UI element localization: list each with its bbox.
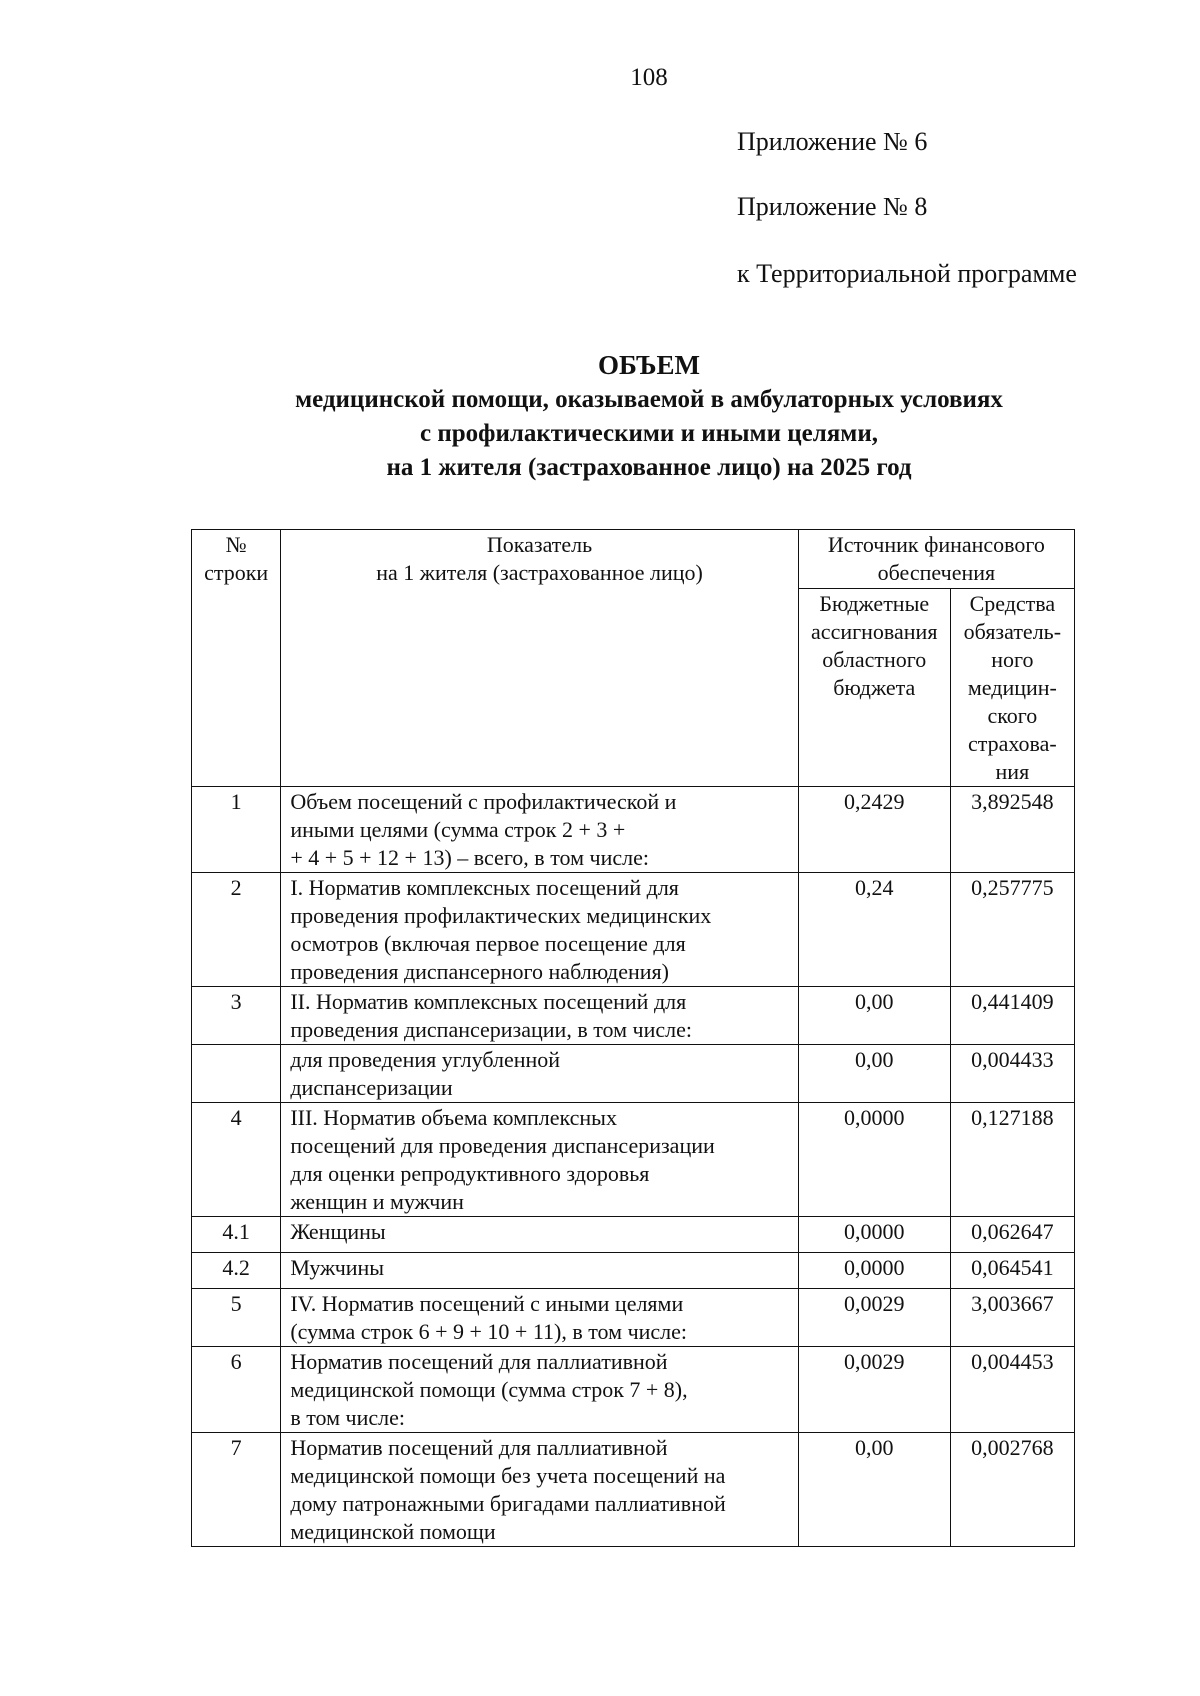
header-indicator: Показатель на 1 жителя (застрахованное лицо) [281,530,798,787]
row-oms-value: 3,892548 [950,787,1074,873]
table-row [192,787,1075,873]
row-indicator: для проведения углубленной диспансеризации [281,1045,798,1103]
row-budget-value: 0,0000 [798,1253,950,1289]
header-funding-source: Источник финансового обеспечения [798,530,1074,589]
row-oms-value: 0,441409 [950,987,1074,1045]
row-oms-value: 0,004433 [950,1045,1074,1103]
row-budget-value: 0,2429 [798,787,950,873]
row-budget-value: 0,0029 [798,1289,950,1347]
row-oms-value: 0,004453 [950,1347,1074,1433]
row-oms-value: 3,003667 [950,1289,1074,1347]
row-budget-value: 0,0000 [798,1103,950,1217]
row-oms-value: 0,257775 [950,873,1074,987]
row-indicator: II. Норматив комплексных посещений для проведения диспансеризации, в том числе: [281,987,798,1045]
table-row [192,1045,1075,1103]
header-row-no: № строки [192,530,281,787]
table-row [192,1217,1075,1253]
row-oms-value: 0,002768 [950,1433,1074,1547]
row-number: 6 [192,1347,281,1433]
row-number: 1 [192,787,281,873]
appendix-line-3: к Территориальной программе [737,259,1077,288]
appendix-line-2: Приложение № 8 [737,192,928,221]
row-budget-value: 0,00 [798,1045,950,1103]
row-budget-value: 0,24 [798,873,950,987]
row-budget-value: 0,00 [798,987,950,1045]
header-budget: Бюджетные ассигнования областного бюджета [798,589,950,787]
title-line-2: с профилактическими и иными целями, [420,420,878,447]
row-indicator: Норматив посещений для паллиативной медицинской помощи без учета посещений на дому патронажными бригадами паллиативной медицинской помощи [281,1433,798,1547]
row-oms-value: 0,062647 [950,1217,1074,1253]
page-number: 108 [630,64,668,91]
row-oms-value: 0,064541 [950,1253,1074,1289]
title-line-1: медицинской помощи, оказываемой в амбулаторных условиях [295,386,1003,413]
row-number: 5 [192,1289,281,1347]
row-indicator: Объем посещений с профилактической и иными целями (сумма строк 2 + 3 + + 4 + 5 + 12 + 13) – всего, в том числе: [281,787,798,873]
table-row [192,987,1075,1045]
volume-table [191,529,1075,1547]
row-budget-value: 0,00 [798,1433,950,1547]
row-indicator: IV. Норматив посещений с иными целями (сумма строк 6 + 9 + 10 + 11), в том числе: [281,1289,798,1347]
title-main: ОБЪЕМ [598,350,700,380]
row-number: 4.1 [192,1217,281,1253]
row-number: 4.2 [192,1253,281,1289]
title-line-3: на 1 жителя (застрахованное лицо) на 2025 год [386,454,912,481]
table-row [192,1347,1075,1433]
row-number: 4 [192,1103,281,1217]
table-row [192,1433,1075,1547]
row-number: 3 [192,987,281,1045]
row-indicator: Норматив посещений для паллиативной медицинской помощи (сумма строк 7 + 8), в том числе: [281,1347,798,1433]
table-row [192,873,1075,987]
row-number: 2 [192,873,281,987]
row-budget-value: 0,0029 [798,1347,950,1433]
document-title [0,347,1200,485]
table-row [192,1103,1075,1217]
row-number [192,1045,281,1103]
row-oms-value: 0,127188 [950,1103,1074,1217]
row-indicator: I. Норматив комплексных посещений для проведения профилактических медицинских осмотров (включая первое посещение для проведения диспансерного наблюдения) [281,873,798,987]
appendix-line-1: Приложение № 6 [737,127,928,156]
row-indicator: III. Норматив объема комплексных посещений для проведения диспансеризации для оценки репродуктивного здоровья женщин и мужчин [281,1103,798,1217]
table-row [192,1289,1075,1347]
row-number: 7 [192,1433,281,1547]
row-indicator: Мужчины [281,1253,798,1289]
table-row [192,1253,1075,1289]
row-indicator: Женщины [281,1217,798,1253]
row-budget-value: 0,0000 [798,1217,950,1253]
header-oms: Средства обязатель- ного медицин- ского страхова- ния [950,589,1074,787]
